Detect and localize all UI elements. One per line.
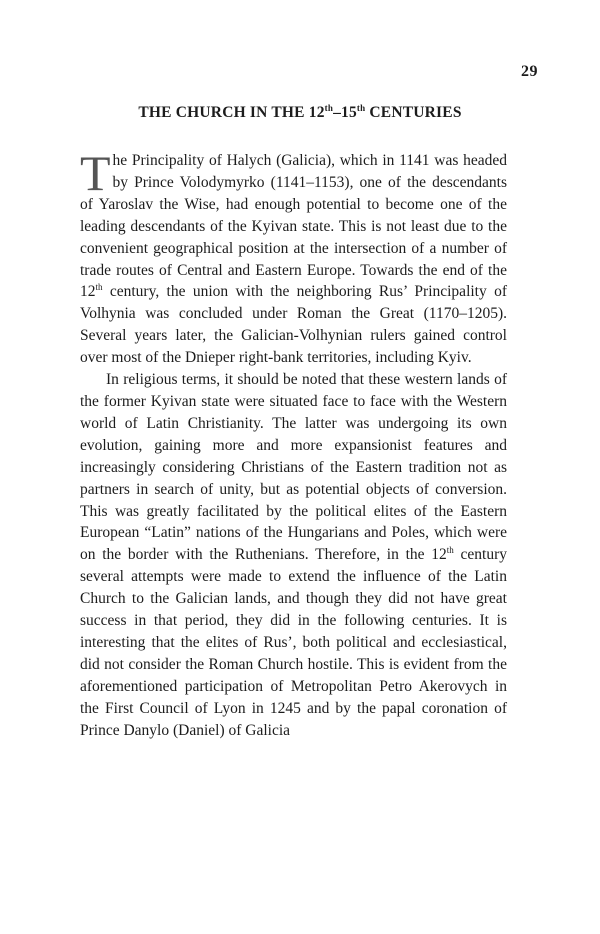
- drop-cap: T: [80, 145, 111, 201]
- paragraph-1: [80, 145, 507, 369]
- paragraph-2-sup: th: [446, 545, 454, 556]
- paragraph-2-text-b: century several attempts were made to extend the influence of the Latin Church to the Galician lands, and though they did not have great success in that period, they did in the following centuries. It is interesting that the elites of Rus’, both political and ecclesiastical, did not consider the Roman Church hostile. This is evident from the aforementioned participation of Metropolitan Petro Akerovych in the First Council of Lyon in 1245 and by the papal coronation of Prince Danylo (Daniel) of Galicia: [80, 546, 507, 739]
- chapter-title-sup-1: th: [324, 103, 334, 113]
- chapter-title-middle: –15: [333, 104, 357, 121]
- paragraph-1-text-b: century, the union with the neighboring Rus’ Principality of Volhynia was concluded under Roman the Great (1170–1205). Several years later, the Galician-Volhynian rulers gained control over most of the Dnieper right-bank territories, including Kyiv.: [80, 283, 507, 367]
- page-number: 29: [521, 63, 538, 80]
- paragraph-1-text-a: he Principality of Halych (Galicia), which in 1141 was headed by Prince Volodymyrko (1141–1153), one of the descendants of Yaroslav the Wise, had enough potential to become one of the leading descendants of the Kyivan state. This is not least due to the convenient geographical position at the intersection of a number of trade routes of Central and Eastern Europe. Towards the end of the 12: [80, 152, 507, 301]
- paragraph-2: [80, 369, 507, 741]
- paragraph-1-sup: th: [95, 282, 103, 293]
- chapter-title-prefix: THE CHURCH IN THE 12: [138, 104, 325, 121]
- body-text: [80, 145, 507, 741]
- chapter-title-sup-2: th: [356, 103, 366, 113]
- chapter-title-suffix: CENTURIES: [365, 104, 462, 121]
- chapter-title: [80, 104, 520, 122]
- paragraph-2-text-a: In religious terms, it should be noted that these western lands of the former Kyivan state were situated face to face with the Western world of Latin Christianity. The latter was undergoing its own evolution, gaining more and more expansionist features and increasingly considering Christians of the Eastern tradition not as partners in search of unity, but as potential objects of conversion. This was greatly facilitated by the political elites of the Eastern European “Latin” nations of the Hungarians and Poles, which were on the border with the Ruthenians. Therefore, in the 12: [80, 371, 507, 564]
